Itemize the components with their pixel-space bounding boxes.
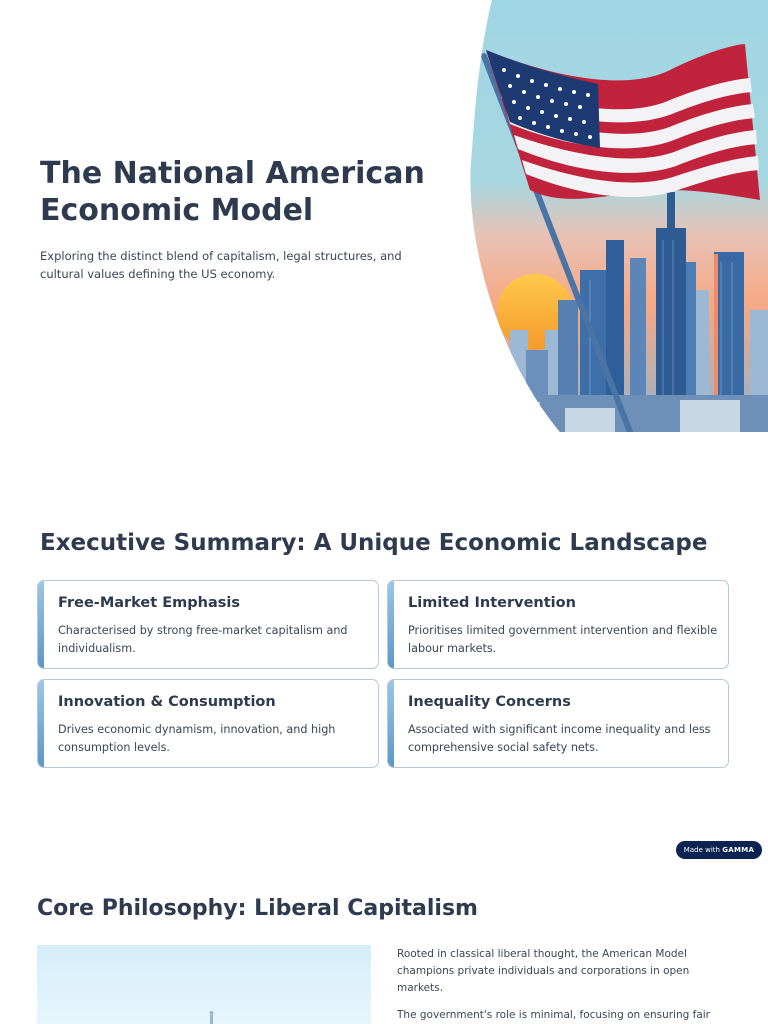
core-philosophy-slide bbox=[0, 864, 768, 1024]
card-free-market bbox=[37, 580, 379, 669]
badge-prefix: Made with bbox=[683, 846, 720, 854]
card-description: Prioritises limited government intervention and flexible labour markets. bbox=[408, 624, 718, 655]
statue-icon bbox=[37, 945, 371, 1024]
core-illustration bbox=[37, 945, 371, 1024]
summary-title: Executive Summary: A Unique Economic Landscape bbox=[40, 530, 708, 556]
card-limited-intervention bbox=[387, 580, 729, 669]
executive-summary-slide bbox=[0, 432, 768, 864]
core-paragraph: Rooted in classical liberal thought, the American Model champions private individuals and corporations in open markets. bbox=[397, 948, 690, 994]
card-innovation-consumption bbox=[37, 679, 379, 768]
card-title: Limited Intervention bbox=[408, 595, 576, 611]
card-title: Inequality Concerns bbox=[408, 694, 571, 710]
made-with-gamma-badge[interactable] bbox=[676, 841, 762, 859]
flag-skyline-illustration bbox=[470, 0, 768, 432]
card-description: Characterised by strong free-market capitalism and individualism. bbox=[58, 624, 348, 655]
card-description: Drives economic dynamism, innovation, and high consumption levels. bbox=[58, 723, 336, 754]
core-paragraph: The government's role is minimal, focusing on ensuring fair bbox=[397, 1009, 711, 1021]
card-title: Free-Market Emphasis bbox=[58, 595, 240, 611]
hero-slide bbox=[0, 0, 768, 432]
gamma-logo: GAMMA bbox=[722, 846, 755, 854]
card-inequality-concerns bbox=[387, 679, 729, 768]
hero-subtitle: Exploring the distinct blend of capitalism, legal structures, and cultural values defining the US economy. bbox=[40, 249, 402, 281]
core-title: Core Philosophy: Liberal Capitalism bbox=[37, 896, 478, 921]
hero-title: The National American Economic Model bbox=[40, 156, 425, 228]
card-description: Associated with significant income inequality and less comprehensive social safety nets. bbox=[408, 723, 711, 754]
card-title: Innovation & Consumption bbox=[58, 694, 276, 710]
